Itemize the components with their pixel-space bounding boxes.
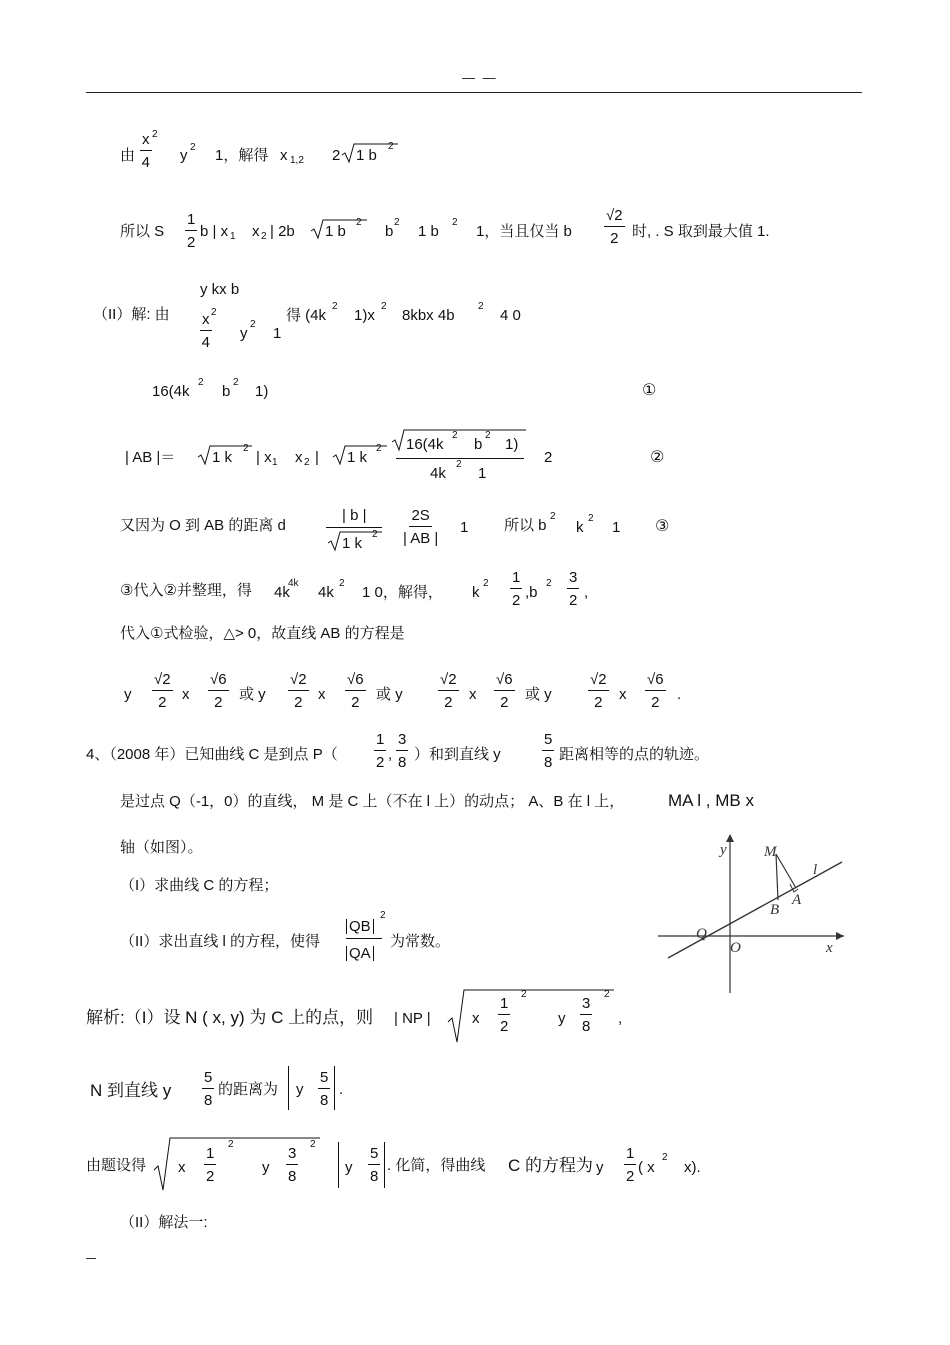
comma: , [388,746,393,763]
frac-1-2 [204,1146,216,1184]
header-rule [86,92,862,93]
system-one: 1 [273,325,282,342]
sup-2: 2 [546,578,552,589]
eq2-den: 4k [430,465,446,482]
eq5-text: 代入①式检验，△> 0，故直线 AB 的方程是 [120,625,405,642]
frac-den: 2 [351,694,360,711]
label-y: y [720,842,727,858]
label-O: O [730,940,741,956]
label-A: A [792,892,802,908]
sup-4: 4k [288,578,299,589]
segment-MB [776,854,778,900]
eq2-bar: | [315,449,319,466]
q4ii-lead: （II）求出直线 l 的方程，使得 [120,933,321,950]
frac-den: 2 [206,1168,215,1185]
eq3-n1: | b | [342,507,367,524]
y-axis-arrow [726,834,734,842]
frac-den: 8 [582,1018,591,1035]
sup-2: 2 [152,129,158,140]
sup-2: 2 [198,377,204,388]
line1-rhs: 2 [332,147,341,164]
frac-num: 3 [396,732,408,751]
q4i-text: （I）求曲线 C 的方程； [120,877,279,894]
frac-num: 2S [409,508,431,527]
frac-den: 8 [544,754,553,771]
sup-2: 2 [521,989,527,1000]
frac-num: √6 [645,672,666,691]
sup-2: 2 [452,430,458,441]
system-y: y [240,325,248,342]
system-line1: y kx b [200,281,240,298]
sol3-c: C 的方程为 [508,1156,593,1175]
marker-2: ② [650,449,665,466]
eq3-so: 所以 b [504,517,547,534]
line2-tail: b [385,223,394,240]
geometry-figure [658,828,846,995]
frac-1-2 [624,1146,636,1184]
frac-num: √2 [288,672,309,691]
sup-2: 2 [456,459,462,470]
footer-mark [86,1258,96,1259]
eq6-y: y [124,686,132,703]
frac-sqrt2-2 [438,672,459,710]
frac-num: x [200,312,212,331]
sol1-y: y [558,1010,566,1027]
eq2-r2: 1 k [347,449,368,466]
sol3-lead: 由题设得 [86,1157,147,1174]
frac-num: 1 [204,1146,216,1165]
q4b-text: 是过点 Q（-1，0）的直线， M 是 C 上（不在 l 上）的动点； A、B 在 l 上， [120,793,625,810]
frac-sqrt6-2 [494,672,515,710]
eq3-k: k [576,519,584,536]
frac-den: 4 [141,154,150,171]
q4ii-end: 为常数。 [390,933,451,950]
frac-den: 2 [512,592,521,609]
eq4-b: ,b [525,584,538,601]
q4-end: 距离相等的点的轨迹。 [559,746,710,763]
line2-tail3: 1，当且仅当 b [476,223,572,240]
label-B: B [770,902,780,918]
frac-1-2 [374,732,386,770]
label-x: x [826,940,833,956]
frac-num: 3 [567,570,579,589]
frac-2S-AB [403,508,438,546]
abs-bar-right [384,1142,385,1188]
sub-1: 1 [272,457,278,468]
sup-2: 2 [381,301,387,312]
frac-den: 2 [569,592,578,609]
sup-2: 2 [394,217,400,228]
frac-num: √6 [345,672,366,691]
eq2-tail: 2 [544,449,553,466]
sol2-y: y [296,1081,304,1098]
eq2-lead: | AB |＝ [125,449,176,466]
frac-den: 8 [370,1168,379,1185]
line1-solve: 1，解得 [215,147,269,164]
frac-den: 4 [201,334,210,351]
eq6-x: x [318,686,326,703]
deduce-3: 8kbx 4b [402,307,455,324]
frac-5-8 [542,732,554,770]
eq6-x: x [469,686,477,703]
frac-den: 2 [500,694,509,711]
line1-intro: 由 [120,147,136,164]
sol4-text: （II）解法一: [120,1214,208,1231]
eq3-lead: 又因为 O 到 AB 的距离 d [120,517,286,534]
line2-radic: 1 b [325,223,346,240]
frac-den: 2 [610,230,619,247]
frac-den: | AB | [403,530,439,547]
frac-num: √6 [208,672,229,691]
frac-1-2 [498,996,510,1034]
sup-2: 2 [310,1139,316,1150]
eq6-x: x [182,686,190,703]
frac-num: √2 [588,672,609,691]
eq3-one2: 1 [612,519,621,536]
eq4-lead: ③代入②并整理，得 [120,582,252,599]
deduce-1: 得 (4k [286,307,327,324]
eq2-r1: 1 k [212,449,233,466]
abs-bar-left [288,1066,289,1110]
frac-num: 5 [542,732,554,751]
sup-2: 2 [228,1139,234,1150]
sub-12: 1,2 [290,155,304,166]
eq4-poly3: 1 0，解得， [362,584,443,601]
eq6-dot: . [677,686,682,703]
sol3-y3: y [596,1159,604,1176]
sup-2: 2 [380,910,386,921]
frac-3-2 [567,570,579,608]
frac-num: 3 [286,1146,298,1165]
sol1-end: , [618,1010,623,1027]
sol1-lead: 解析:（I）设 N ( x, y) 为 C 上的点，则 [86,1008,374,1027]
marker-3: ③ [655,518,670,535]
frac-den: 2 [651,694,660,711]
deduce-4: 4 0 [500,307,521,324]
sol2-lead: N 到直线 y [90,1081,172,1100]
segment-MA [776,854,796,888]
q4c-text: 轴（如图）。 [120,839,203,856]
frac-x2-4 [200,312,212,350]
fraction-bar [346,938,382,939]
line1-radic: 1 b [356,147,377,164]
frac-sqrt2-2 [152,672,173,710]
sol3-x: x [178,1159,186,1176]
frac-3-8 [286,1146,298,1184]
eq2-num3: 1) [505,436,519,453]
frac-1-2 [510,570,522,608]
frac-num: 1 [185,212,197,231]
line2-end: 时, . S 取到最大值 1. [632,223,770,240]
sol1-x: x [472,1010,480,1027]
q4-mid: ）和到直线 y [414,746,501,763]
sup-2: 2 [604,989,610,1000]
frac-x2-4 [140,132,152,170]
q4b-tail: MA l , MB x [668,791,754,810]
fraction-bar [326,527,382,528]
q4-lead: 4、（2008 年）已知曲线 C 是到点 P（ [86,746,338,763]
frac-sqrt6-2 [645,672,666,710]
sup-2: 2 [250,319,256,330]
frac-half [185,212,197,250]
frac-den: 2 [214,694,223,711]
frac-den: 8 [320,1092,329,1109]
frac-5-8 [368,1146,380,1184]
eq1-end: 1) [255,383,269,400]
frac-den: 2 [187,234,196,251]
line2-minus: x [252,223,260,240]
sol3-y2: y [345,1159,353,1176]
sup-2: 2 [332,301,338,312]
sub-1: 1 [230,231,236,242]
frac-num: √2 [438,672,459,691]
frac-num: x [140,132,152,151]
label-Q: Q [696,926,707,942]
sol3-mid: . 化简，得曲线 [387,1157,486,1174]
frac-3-8 [580,996,592,1034]
frac-den: 2 [626,1168,635,1185]
eq2-mid: | x [256,449,272,466]
sup-2: 2 [388,141,394,152]
sup-2: 2 [372,529,378,540]
frac-num: √2 [152,672,173,691]
line1-x12: x [280,147,288,164]
frac-num: 3 [580,996,592,1015]
sup-2: 2 [243,443,249,454]
frac-num: 5 [318,1070,330,1089]
eq6-x: x [619,686,627,703]
line2-tail2: 1 b [418,223,439,240]
q4ii-num: QB [346,919,374,934]
header-mark: — — [462,70,498,85]
frac-num: 1 [498,996,510,1015]
frac-den: 2 [444,694,453,711]
line1-y: y [180,147,188,164]
sup-2: 2 [190,142,196,153]
sub-2: 2 [261,231,267,242]
sup-2: 2 [478,301,484,312]
frac-5-8 [202,1070,214,1108]
sol3-end2: x). [684,1159,701,1176]
frac-3-8 [396,732,408,770]
eq6-or: 或 y [525,686,552,703]
sup-2: 2 [485,430,491,441]
eq1-b: b [222,383,231,400]
frac-num: √2 [604,208,625,227]
frac-sqrt2-2 [604,208,625,246]
eq2-num: 16(4k [406,436,444,453]
frac-den: 2 [376,754,385,771]
frac-num: 1 [624,1146,636,1165]
frac-den: 2 [158,694,167,711]
sup-2: 2 [339,578,345,589]
sup-2: 2 [376,443,382,454]
label-M: M [764,844,777,860]
line2-intro: 所以 S [120,223,165,240]
eq4-poly2: 4k [318,584,334,601]
marker-1: ① [642,382,657,399]
sup-2: 2 [233,377,239,388]
frac-sqrt2-2 [288,672,309,710]
sub-2: 2 [304,457,310,468]
sup-2: 2 [662,1152,668,1163]
frac-num: 1 [510,570,522,589]
sup-2: 2 [211,307,217,318]
eq2-num2: b [474,436,483,453]
x-axis-arrow [836,932,844,940]
frac-sqrt6-2 [345,672,366,710]
sol3-end: ( x [638,1159,655,1176]
sup-2: 2 [483,578,489,589]
eq1-text: 16(4k [152,383,190,400]
abs-bar-right [334,1066,335,1110]
frac-num: 5 [202,1070,214,1089]
deduce-2: 1)x [354,307,375,324]
eq6-or: 或 y [239,686,266,703]
eq2-m2: x [295,449,303,466]
sol2-mid: 的距离为 [218,1081,279,1098]
frac-sqrt2-2 [588,672,609,710]
frac-den: 2 [594,694,603,711]
sol2-end: . [339,1081,344,1098]
frac-den: 8 [204,1092,213,1109]
eq4-poly: 4k [274,584,290,601]
sol1-np: | NP | [394,1010,431,1027]
frac-den: 8 [288,1168,297,1185]
frac-num: 5 [368,1146,380,1165]
label-l: l [813,862,818,878]
eq4-k: k [472,584,480,601]
sup-2: 2 [588,513,594,524]
frac-den: 8 [398,754,407,771]
q4ii-den: QA [346,946,374,961]
eq3-one: 1 [460,519,469,536]
frac-num: √6 [494,672,515,691]
sup-2: 2 [356,217,362,228]
frac-num: 1 [374,732,386,751]
eq2-den2: 1 [478,465,487,482]
eq3-d1: 1 k [342,535,363,552]
line2-body: b | x [200,223,229,240]
part2-label: （II）解: 由 [93,306,170,323]
line2-mid: | 2b [270,223,295,240]
frac-5-8 [318,1070,330,1108]
sup-2: 2 [550,511,556,522]
frac-den: 2 [500,1018,509,1035]
sup-2: 2 [452,217,458,228]
eq4-end: , [584,584,589,601]
frac-den: 2 [294,694,303,711]
sol3-y: y [262,1159,270,1176]
abs-bar-left [338,1142,339,1188]
frac-sqrt6-2 [208,672,229,710]
eq6-or: 或 y [376,686,403,703]
